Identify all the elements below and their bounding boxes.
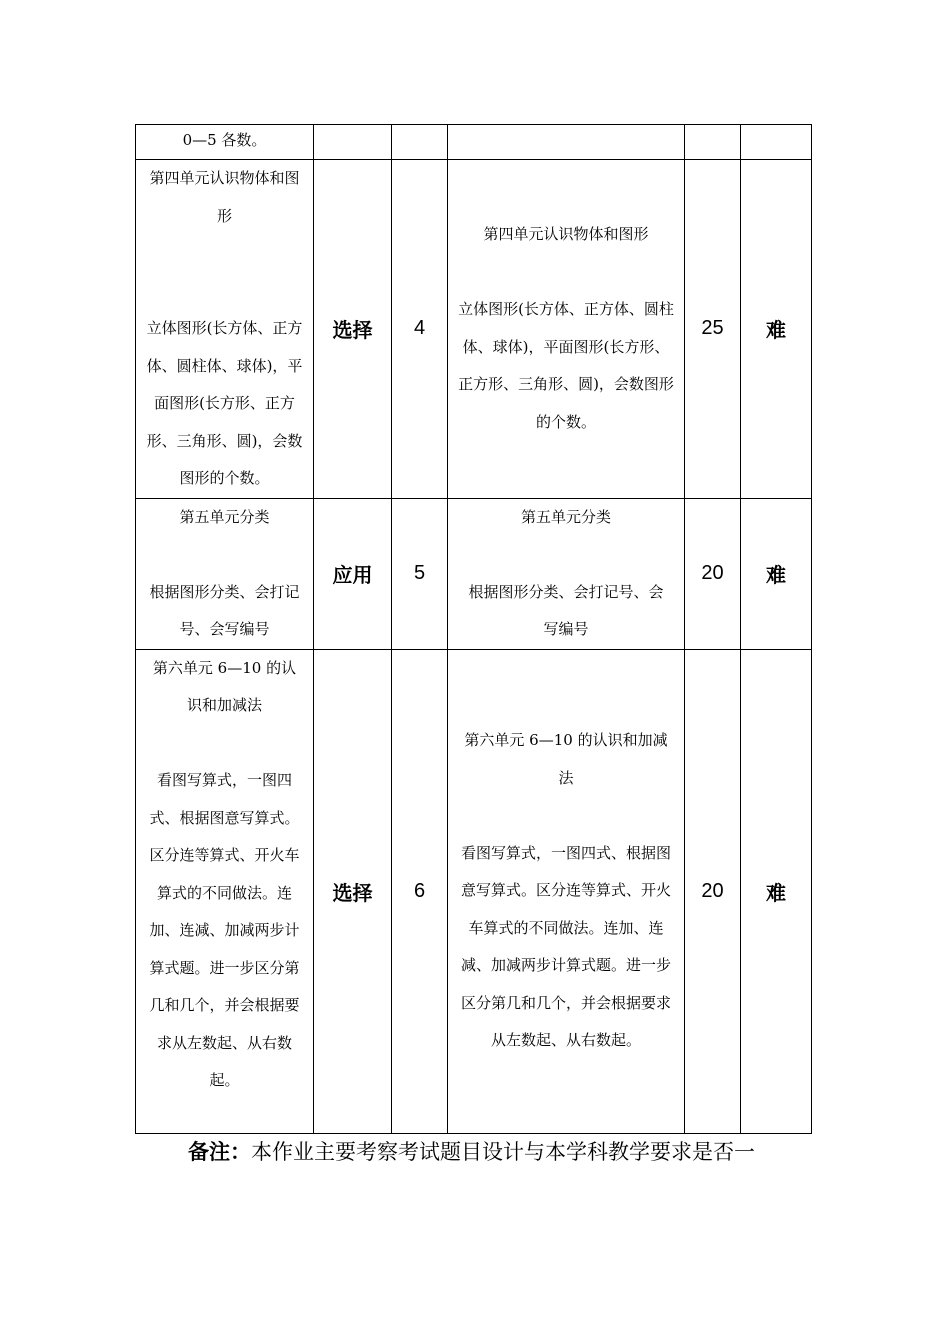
score-text: 20 bbox=[701, 879, 724, 902]
number-cell bbox=[392, 125, 448, 160]
content-text: 第四单元认识物体和图形 立体图形(长方体、正方体、圆柱体、球体)，平面图形(长方形、正方形、三角形、圆)，会数图形的个数。 bbox=[458, 225, 674, 431]
type-cell bbox=[314, 498, 392, 649]
table-row bbox=[136, 498, 812, 649]
remark-text: 本作业主要考察考试题目设计与本学科教学要求是否一 bbox=[251, 1140, 755, 1164]
score-text: 25 bbox=[701, 317, 724, 340]
type-text: 选择 bbox=[332, 880, 373, 905]
score-cell bbox=[685, 649, 741, 1133]
difficulty-cell bbox=[741, 125, 812, 160]
difficulty-cell bbox=[741, 498, 812, 649]
remark-label: 备注： bbox=[188, 1140, 251, 1164]
content-cell bbox=[448, 160, 685, 499]
type-cell bbox=[314, 649, 392, 1133]
score-cell bbox=[685, 498, 741, 649]
number-cell bbox=[392, 498, 448, 649]
table-row bbox=[136, 649, 812, 1133]
test-design-table bbox=[135, 124, 812, 1134]
number-text: 5 bbox=[413, 562, 426, 584]
difficulty-text: 难 bbox=[766, 880, 786, 905]
type-cell bbox=[314, 125, 392, 160]
knowledge-cell bbox=[136, 160, 314, 499]
score-text: 20 bbox=[701, 562, 724, 584]
difficulty-cell bbox=[741, 649, 812, 1133]
number-text: 6 bbox=[413, 879, 426, 902]
remark-paragraph bbox=[188, 1132, 888, 1172]
knowledge-text: 第四单元认识物体和图形 立体图形(长方体、正方体、圆柱体、球体)，平面图形(长方形、正方形、三角形、圆)，会数图形的个数。 bbox=[146, 169, 303, 487]
difficulty-cell bbox=[741, 160, 812, 499]
type-text: 应用 bbox=[332, 563, 373, 587]
content-text: 第六单元 6—10 的认识和加减法 看图写算式，一图四式、根据图意写算式。区分连等算式、开火车算式的不同做法。连加、连减、加减两步计算式题。进一步区分第几和几个，并会根据要求从左数起、从右数起。 bbox=[460, 731, 671, 1050]
content-cell bbox=[448, 649, 685, 1133]
knowledge-text: 第五单元分类 根据图形分类、会打记号、会写编号 bbox=[149, 507, 300, 638]
difficulty-text: 难 bbox=[766, 563, 786, 587]
table-row bbox=[136, 125, 812, 160]
score-cell bbox=[685, 160, 741, 499]
knowledge-cell bbox=[136, 498, 314, 649]
type-text: 选择 bbox=[332, 318, 373, 343]
difficulty-text: 难 bbox=[766, 318, 786, 343]
knowledge-text: 第六单元 6—10 的认识和加减法 看图写算式，一图四式、根据图意写算式。区分连等算式、开火车算式的不同做法。连加、连减、加减两步计算式题。进一步区分第几和几个，并会根据要求从左数起、从右数起。 bbox=[149, 658, 300, 1089]
content-text: 第五单元分类 根据图形分类、会打记号、会写编号 bbox=[468, 507, 664, 638]
number-text: 4 bbox=[413, 317, 426, 340]
table-row bbox=[136, 160, 812, 499]
knowledge-cell bbox=[136, 649, 314, 1133]
number-cell bbox=[392, 160, 448, 499]
content-cell bbox=[448, 125, 685, 160]
content-cell bbox=[448, 498, 685, 649]
type-cell bbox=[314, 160, 392, 499]
number-cell bbox=[392, 649, 448, 1133]
score-cell bbox=[685, 125, 741, 160]
knowledge-cell bbox=[136, 125, 314, 160]
knowledge-text: 0—5 各数。 bbox=[182, 131, 267, 149]
